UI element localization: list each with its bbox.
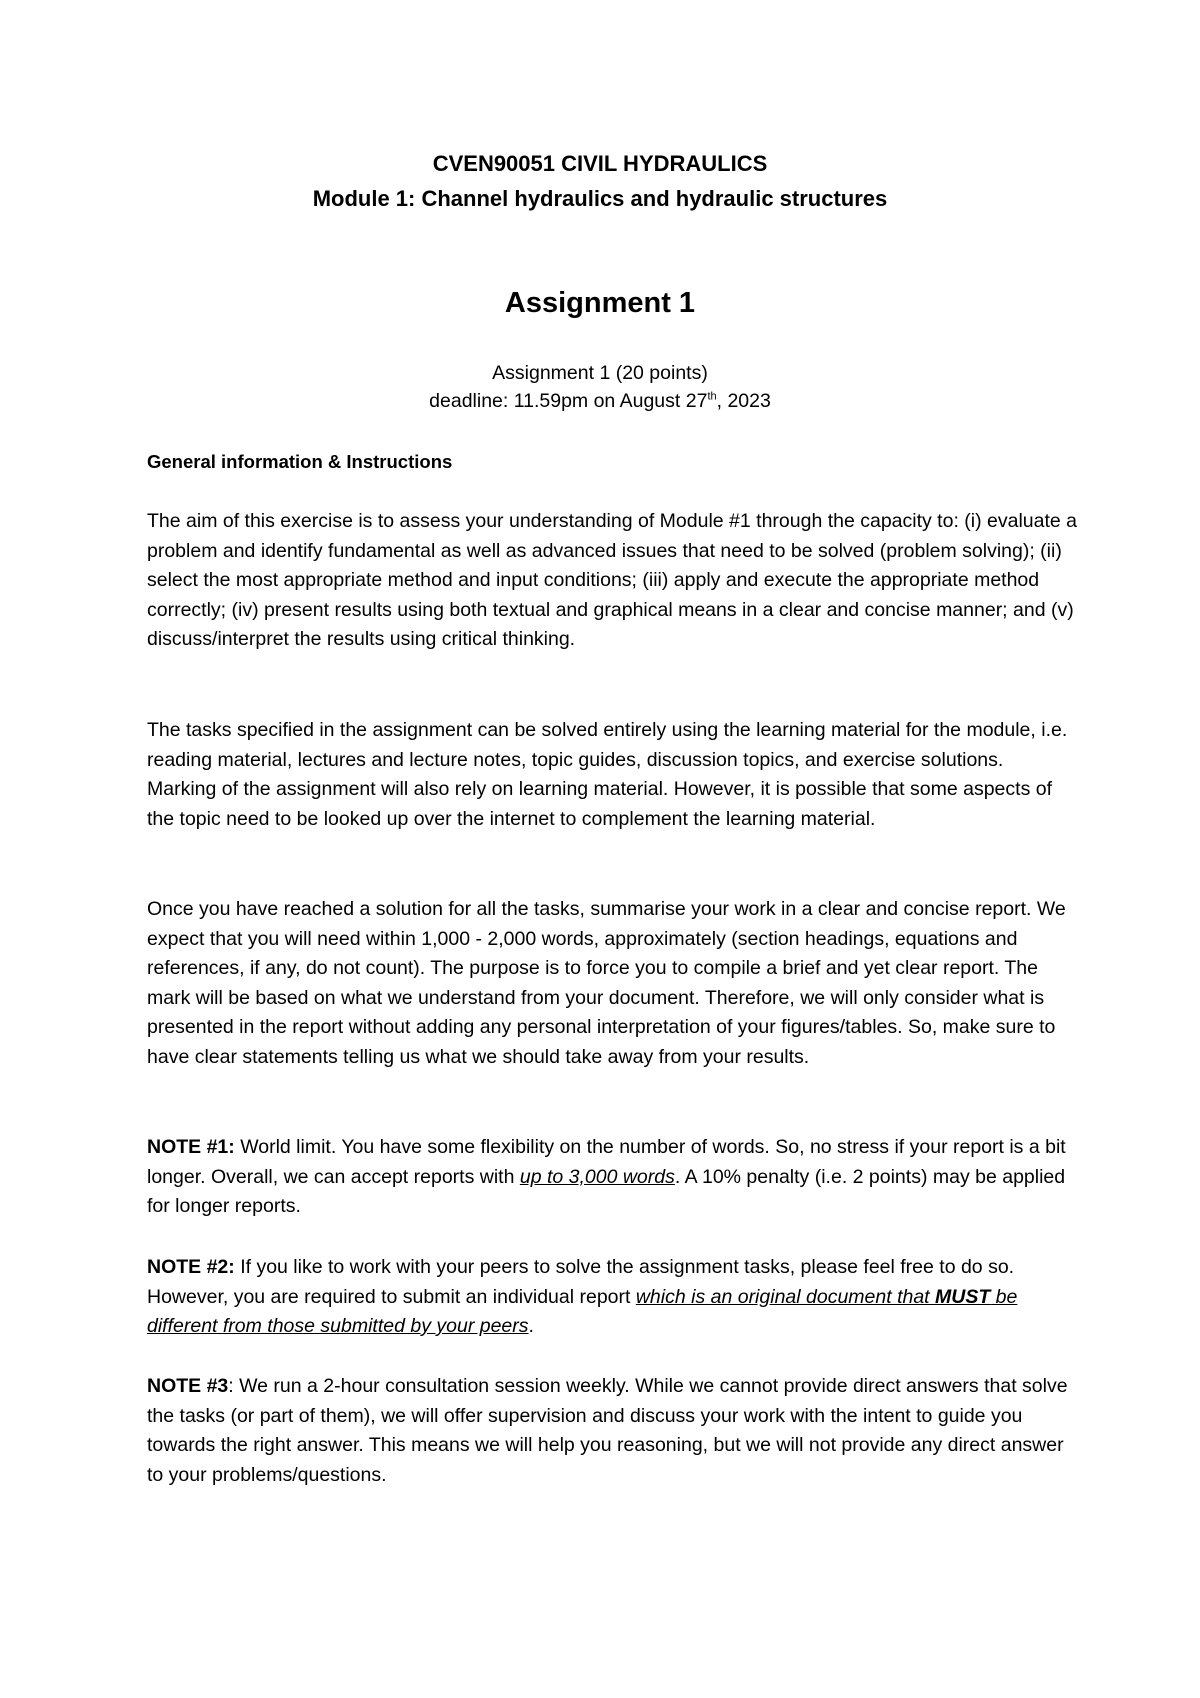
note-2-label: NOTE #2: [147, 1256, 235, 1278]
note-3-label: NOTE #3 [147, 1375, 229, 1397]
paragraph-tasks [147, 716, 1077, 834]
deadline-line [0, 390, 1200, 413]
module-title: Module 1: Channel hydraulics and hydraulic structures [312, 186, 888, 211]
note-3-text [147, 1372, 1077, 1490]
note-1-text [147, 1133, 1077, 1222]
note-2 [147, 1253, 1077, 1342]
note-1-emphasis: up to 3,000 words [519, 1165, 675, 1188]
deadline-prefix: deadline: 11.59pm on August 27 [429, 390, 708, 412]
paragraph-aim [147, 507, 1077, 655]
assignment-heading: Assignment 1 [504, 287, 696, 319]
note-1-label: NOTE #1: [147, 1136, 235, 1158]
note-2-emphasis-bold: MUST [935, 1285, 991, 1308]
note-2-emphasis-1: which is an original document that [635, 1285, 936, 1308]
assignment-subheading: Assignment 1 (20 points) [492, 362, 708, 384]
note-1-body-before: World limit. You have some flexibility on the number of words. So, no stress if your report is a bit longer. Overall, we can accept reports with [147, 1136, 1066, 1188]
note-2-body-after: . [528, 1315, 534, 1337]
deadline-ordinal: th [707, 390, 717, 403]
paragraph-report [147, 895, 1077, 1072]
course-title: CVEN90051 CIVIL HYDRAULICS [432, 151, 768, 176]
note-3 [147, 1372, 1077, 1490]
paragraph-tasks-text: The tasks specified in the assignment can be solved entirely using the learning material for the module, i.e. reading material, lectures and lecture notes, topic guides, discussion topics, and exercise solutions. Marking of the assignment will also rely on learning material. However, it is possible that some aspects of the topic need to be looked up over the internet to complement the learning material. [147, 719, 1068, 830]
note-1-body-after: . A 10% penalty (i.e. 2 points) may be applied for longer reports. [147, 1165, 1066, 1217]
deadline-suffix: , 2023 [716, 390, 771, 412]
note-2-emphasis-2: be different from those submitted by your peers [147, 1285, 1018, 1337]
note-3-body: : We run a 2-hour consultation session weekly. While we cannot provide direct answers that solve the tasks (or part of them), we will offer supervision and discuss your work with the intent to guide you towards the right answer. This means we will help you reasoning, but we will not provide any direct answer to your problems/questions. [147, 1375, 1068, 1486]
note-2-text [147, 1253, 1077, 1342]
paragraph-report-text: Once you have reached a solution for all the tasks, summarise your work in a clear and concise report. We expect that you will need within 1,000 - 2,000 words, approximately (section headings, equations and references, if any, do not count). The purpose is to force you to compile a brief and yet clear report. The mark will be based on what we understand from your document. Therefore, we will only consider what is presented in the report without adding any personal interpretation of your figures/tables. So, make sure to have clear statements telling us what we should take away from your results. [147, 898, 1066, 1068]
note-1 [147, 1133, 1077, 1222]
paragraph-aim-text: The aim of this exercise is to assess your understanding of Module #1 through the capacity to: (i) evaluate a problem and identify fundamental as well as advanced issues that need to be solved (problem solving); (ii) select the most appropriate method and input conditions; (iii) apply and execute the appropriate method correctly; (iv) present results using both textual and graphical means in a clear and concise manner; and (v) discuss/interpret the results using critical thinking. [147, 510, 1078, 650]
note-2-body-before: If you like to work with your peers to solve the assignment tasks, please feel free to do so. However, you are required to submit an individual report [147, 1256, 1015, 1308]
section-heading: General information & Instructions [147, 451, 453, 472]
